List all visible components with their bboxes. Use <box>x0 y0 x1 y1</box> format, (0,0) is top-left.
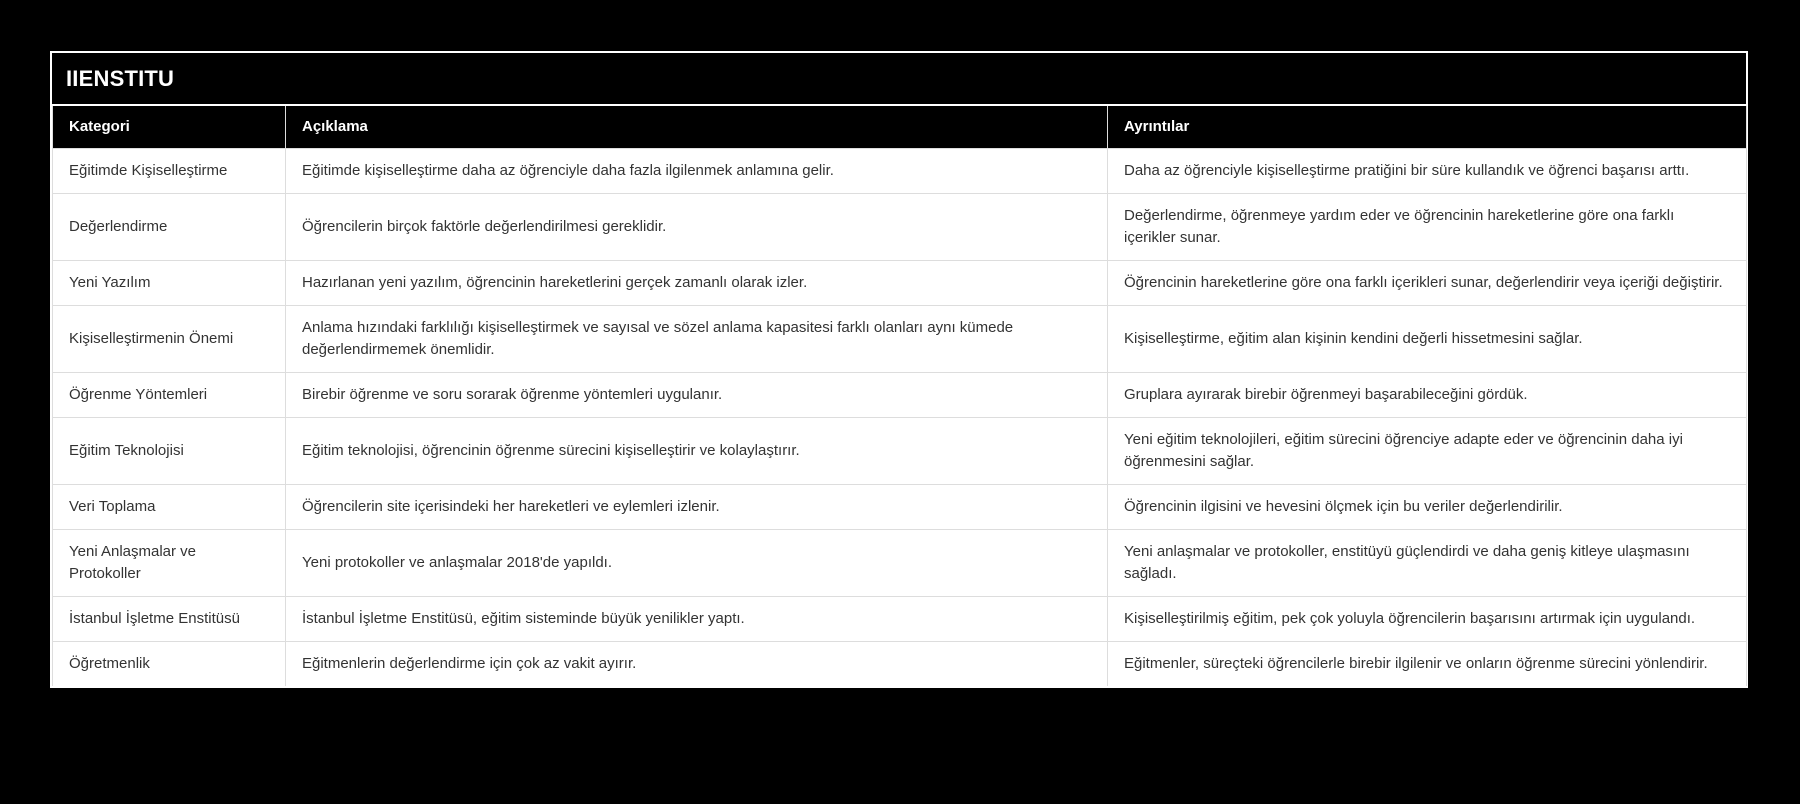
table-row <box>53 485 1747 530</box>
cell-aciklama: Yeni protokoller ve anlaşmalar 2018'de yapıldı. <box>286 530 1108 597</box>
cell-kategori: Öğrenme Yöntemleri <box>53 373 286 418</box>
cell-aciklama: Eğitim teknolojisi, öğrencinin öğrenme sürecini kişiselleştirir ve kolaylaştırır. <box>286 418 1108 485</box>
column-header-aciklama: Açıklama <box>286 106 1108 149</box>
cell-aciklama: Öğrencilerin birçok faktörle değerlendirilmesi gereklidir. <box>286 194 1108 261</box>
cell-kategori: Öğretmenlik <box>53 642 286 687</box>
cell-ayrintilar: Kişiselleştirilmiş eğitim, pek çok yoluyla öğrencilerin başarısını artırmak için uygulandı. <box>1108 597 1747 642</box>
cell-ayrintilar: Öğrencinin hareketlerine göre ona farklı içerikleri sunar, değerlendirir veya içeriği değiştirir. <box>1108 261 1747 306</box>
table-row <box>53 373 1747 418</box>
cell-ayrintilar: Gruplara ayırarak birebir öğrenmeyi başarabileceğini gördük. <box>1108 373 1747 418</box>
cell-aciklama: Öğrencilerin site içerisindeki her hareketleri ve eylemleri izlenir. <box>286 485 1108 530</box>
table-row <box>53 642 1747 687</box>
table-row <box>53 149 1747 194</box>
table-row <box>53 597 1747 642</box>
column-header-ayrintilar: Ayrıntılar <box>1108 106 1747 149</box>
cell-ayrintilar: Eğitmenler, süreçteki öğrencilerle birebir ilgilenir ve onların öğrenme sürecini yönlendirir. <box>1108 642 1747 687</box>
cell-kategori: Veri Toplama <box>53 485 286 530</box>
table-row <box>53 306 1747 373</box>
cell-kategori: Değerlendirme <box>53 194 286 261</box>
data-table <box>52 106 1747 686</box>
column-header-kategori: Kategori <box>53 106 286 149</box>
table-header-row <box>53 106 1747 149</box>
cell-kategori: Eğitim Teknolojisi <box>53 418 286 485</box>
cell-aciklama: İstanbul İşletme Enstitüsü, eğitim sisteminde büyük yenilikler yaptı. <box>286 597 1108 642</box>
cell-kategori: Eğitimde Kişiselleştirme <box>53 149 286 194</box>
cell-aciklama: Eğitmenlerin değerlendirme için çok az vakit ayırır. <box>286 642 1108 687</box>
table-row <box>53 418 1747 485</box>
cell-ayrintilar: Daha az öğrenciyle kişiselleştirme pratiğini bir süre kullandık ve öğrenci başarısı arttı. <box>1108 149 1747 194</box>
cell-kategori: Yeni Yazılım <box>53 261 286 306</box>
cell-ayrintilar: Yeni anlaşmalar ve protokoller, enstitüyü güçlendirdi ve daha geniş kitleye ulaşmasını sağladı. <box>1108 530 1747 597</box>
cell-ayrintilar: Yeni eğitim teknolojileri, eğitim sürecini öğrenciye adapte eder ve öğrencinin daha iyi öğrenmesini sağlar. <box>1108 418 1747 485</box>
cell-kategori: Kişiselleştirmenin Önemi <box>53 306 286 373</box>
cell-ayrintilar: Öğrencinin ilgisini ve hevesini ölçmek için bu veriler değerlendirilir. <box>1108 485 1747 530</box>
cell-kategori: Yeni Anlaşmalar ve Protokoller <box>53 530 286 597</box>
table-row <box>53 530 1747 597</box>
cell-aciklama: Birebir öğrenme ve soru sorarak öğrenme yöntemleri uygulanır. <box>286 373 1108 418</box>
cell-kategori: İstanbul İşletme Enstitüsü <box>53 597 286 642</box>
cell-aciklama: Eğitimde kişiselleştirme daha az öğrenciyle daha fazla ilgilenmek anlamına gelir. <box>286 149 1108 194</box>
cell-aciklama: Hazırlanan yeni yazılım, öğrencinin hareketlerini gerçek zamanlı olarak izler. <box>286 261 1108 306</box>
table-row <box>53 194 1747 261</box>
cell-aciklama: Anlama hızındaki farklılığı kişiselleştirmek ve sayısal ve sözel anlama kapasitesi farklı olanları aynı kümede değerlendirmemek önemlidir. <box>286 306 1108 373</box>
table-title: IIENSTITU <box>52 53 1746 106</box>
data-table-card <box>50 51 1748 688</box>
table-row <box>53 261 1747 306</box>
cell-ayrintilar: Kişiselleştirme, eğitim alan kişinin kendini değerli hissetmesini sağlar. <box>1108 306 1747 373</box>
table-header <box>53 106 1747 149</box>
cell-ayrintilar: Değerlendirme, öğrenmeye yardım eder ve öğrencinin hareketlerine göre ona farklı içerikler sunar. <box>1108 194 1747 261</box>
table-body <box>53 149 1747 687</box>
